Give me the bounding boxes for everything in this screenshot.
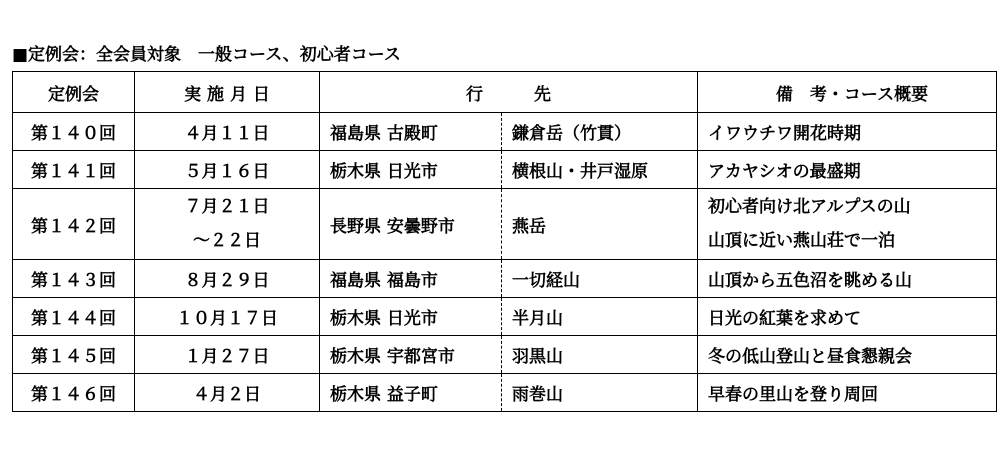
table-row bbox=[13, 189, 997, 260]
meeting-destination: 雨巻山 bbox=[502, 374, 698, 412]
meeting-note: 山頂から五色沼を眺める山 bbox=[698, 260, 997, 298]
meeting-note: 日光の紅葉を求めて bbox=[698, 298, 997, 336]
meeting-prefecture: 栃木県 宇都宮市 bbox=[320, 336, 502, 374]
meeting-destination: 羽黒山 bbox=[502, 336, 698, 374]
meeting-prefecture: 長野県 安曇野市 bbox=[320, 189, 502, 260]
table-row bbox=[13, 260, 997, 298]
meeting-destination: 一切経山 bbox=[502, 260, 698, 298]
section-heading: ■定例会：全会員対象 一般コース、初心者コース bbox=[12, 45, 401, 65]
meeting-number: 第１４３回 bbox=[13, 260, 135, 298]
header-destination: 行 先 bbox=[320, 72, 698, 113]
meeting-note-line2: 山頂に近い燕山荘で一泊 bbox=[708, 231, 895, 251]
table-row bbox=[13, 298, 997, 336]
meeting-prefecture: 福島県 福島市 bbox=[320, 260, 502, 298]
header-meeting: 定例会 bbox=[13, 72, 135, 113]
meeting-prefecture: 栃木県 日光市 bbox=[320, 151, 502, 189]
meeting-date bbox=[135, 189, 320, 260]
meeting-date: ４月１１日 bbox=[135, 113, 320, 151]
header-date: 実 施 月 日 bbox=[135, 72, 320, 113]
meeting-number: 第１４０回 bbox=[13, 113, 135, 151]
schedule-table bbox=[12, 71, 997, 412]
meeting-note: アカヤシオの最盛期 bbox=[698, 151, 997, 189]
table-header-row bbox=[13, 72, 997, 113]
table-row bbox=[13, 374, 997, 412]
meeting-number: 第１４５回 bbox=[13, 336, 135, 374]
meeting-note bbox=[698, 189, 997, 260]
meeting-note: 冬の低山登山と昼食懇親会 bbox=[698, 336, 997, 374]
meeting-date: １月２７日 bbox=[135, 336, 320, 374]
meeting-date: １０月１７日 bbox=[135, 298, 320, 336]
meeting-date: ５月１６日 bbox=[135, 151, 320, 189]
meeting-prefecture: 福島県 古殿町 bbox=[320, 113, 502, 151]
table-row bbox=[13, 113, 997, 151]
meeting-destination: 鎌倉岳（竹貫） bbox=[502, 113, 698, 151]
meeting-note: 早春の里山を登り周回 bbox=[698, 374, 997, 412]
meeting-number: 第１４２回 bbox=[13, 189, 135, 260]
meeting-date: ４月２日 bbox=[135, 374, 320, 412]
meeting-date-line2: ～２２日 bbox=[193, 231, 261, 251]
meeting-date: ８月２９日 bbox=[135, 260, 320, 298]
table-row bbox=[13, 151, 997, 189]
meeting-number: 第１４６回 bbox=[13, 374, 135, 412]
meeting-note: イワウチワ開花時期 bbox=[698, 113, 997, 151]
meeting-prefecture: 栃木県 日光市 bbox=[320, 298, 502, 336]
meeting-note-line1: 初心者向け北アルプスの山 bbox=[708, 197, 911, 217]
meeting-date-line1: ７月２１日 bbox=[184, 197, 270, 217]
meeting-destination: 半月山 bbox=[502, 298, 698, 336]
header-notes: 備 考・コース概要 bbox=[698, 72, 997, 113]
meeting-number: 第１４１回 bbox=[13, 151, 135, 189]
meeting-number: 第１４４回 bbox=[13, 298, 135, 336]
table-row bbox=[13, 336, 997, 374]
meeting-destination: 横根山・井戸湿原 bbox=[502, 151, 698, 189]
meeting-prefecture: 栃木県 益子町 bbox=[320, 374, 502, 412]
meeting-destination: 燕岳 bbox=[502, 189, 698, 260]
